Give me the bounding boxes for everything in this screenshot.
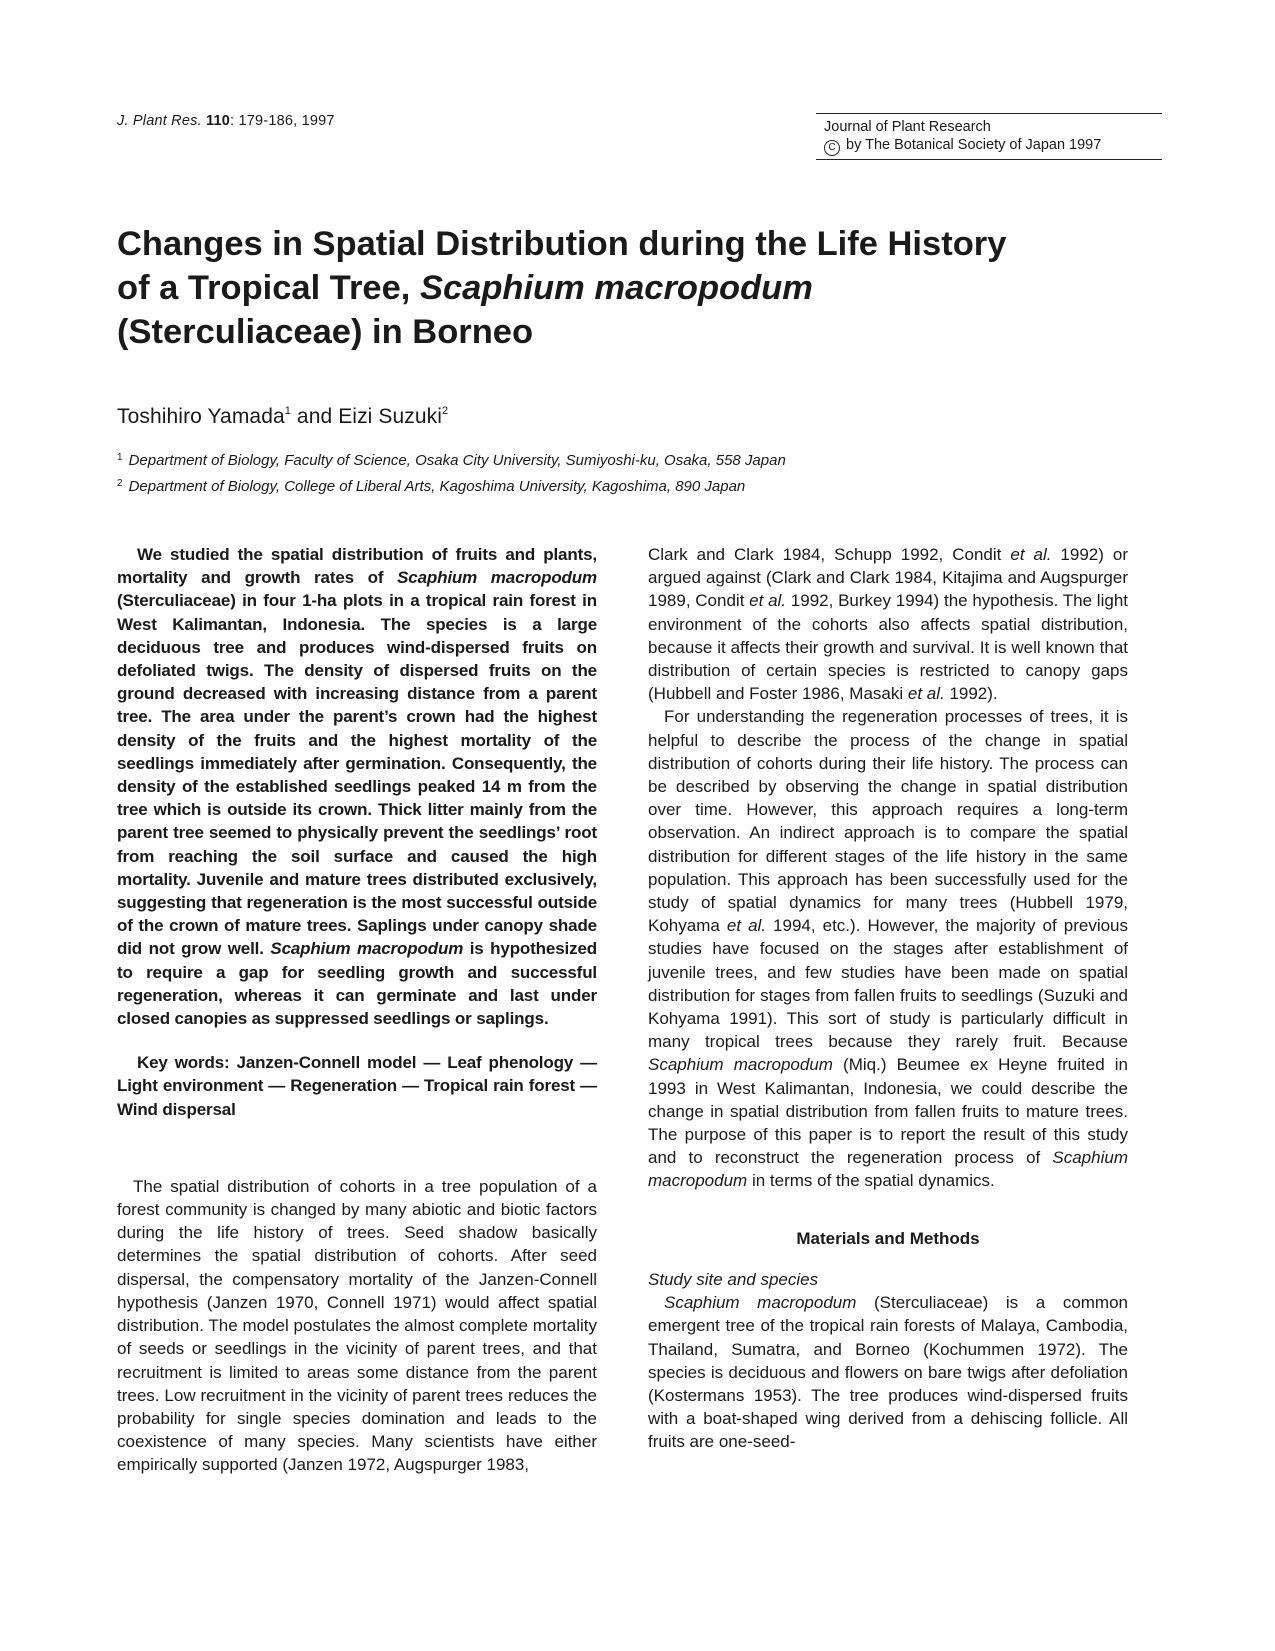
intro-p2-c: (Miq.) Beumee ex Heyne fruited in 1993 in West Kalimantan, Indonesia, we could describe the change in spatial distribution from fallen fruits to mature trees. The purpose of this paper is to report the result of this study and to reconstruct the regeneration process of: [648, 1055, 1129, 1168]
intro-p2-a: For understanding the regeneration processes of trees, it is helpful to describe the process of the change in spatial distribution of cohorts during their life history. The process can be described by observing the change in spatial distribution over time. However, this approach requires a long-term observation. An indirect approach is to compare the spatial distribution for different stages of the life history in the same population. This approach has been successfully used for the study of spatial dynamics for many trees (Hubbell 1979, Kohyama: [648, 707, 1128, 936]
affiliation-2-text: Department of Biology, College of Liberal Arts, Kagoshima University, Kagoshima, 890 Japan: [128, 478, 746, 495]
intro-p1-cont-b: 1992) or argued against (Clark and Clark 1984, Kitajima and Augspurger 1989, Condit: [648, 545, 1128, 611]
methods-paragraph-1: [648, 1291, 1128, 1453]
intro-p2-b: 1994, etc.). However, the majority of previous studies have focused on the stages after establishment of juvenile trees, and few studies have been made on spatial distribution for stages from fallen fruits to seedlings (Suzuki and Kohyama 1991). This sort of study is particularly difficult in many tropical trees because they rarely fruit. Because: [648, 916, 1129, 1052]
intro-p2-d: in terms of the spatial dynamics.: [747, 1171, 995, 1191]
title-line-3: (Sterculiaceae) in Borneo: [117, 313, 534, 351]
right-column: [648, 543, 1128, 1454]
abstract-text-3: is hypothesized to require a gap for seedling growth and successful regeneration, whereas it can germinate and last under closed canopies as suppressed seedlings or saplings.: [117, 939, 597, 1029]
abstract-species-2: Scaphium macropodum: [270, 939, 464, 959]
author-1-affiliation-mark: 1: [284, 405, 291, 417]
article-title: [117, 222, 1117, 354]
copyright-text: by The Botanical Society of Japan 1997: [846, 137, 1102, 153]
author-list: [117, 405, 448, 429]
intro-etal-3: et al.: [907, 684, 945, 704]
abstract-species-1: Scaphium macropodum: [397, 568, 597, 588]
author-2: Eizi Suzuki: [338, 405, 443, 428]
affiliation-1: [117, 446, 786, 472]
pages-year: : 179-186, 1997: [230, 113, 335, 129]
keywords: Key words: Janzen-Connell model — Leaf phenology — Light environment — Regeneration — Tropical rain forest — Wind dispersal: [117, 1053, 597, 1119]
affiliations: [117, 446, 786, 498]
journal-abbreviation: J. Plant Res.: [117, 113, 202, 129]
affiliation-2: [117, 472, 786, 498]
intro-etal-4: et al.: [726, 916, 767, 936]
affiliation-2-number: 2: [117, 478, 123, 489]
affiliation-1-number: 1: [117, 452, 123, 463]
intro-p1-text: The spatial distribution of cohorts in a tree population of a forest community is changed by many abiotic and biotic factors during the life history of trees. Seed shadow basically determines the spatial distribution of cohorts. After seed dispersal, the compensatory mortality of the Janzen-Connell hypothesis (Janzen 1970, Connell 1971) would affect spatial distribution. The model postulates the almost complete mortality of seeds or seedlings in the vicinity of parent trees, and that recruitment is limited to areas some distance from the parent trees. Low recruitment in the vicinity of parent trees reduces the probability for single species domination and leads to the coexistence of many species. Many scientists have either empirically supported (Janzen 1972, Augspurger 1983,: [117, 1176, 597, 1475]
intro-etal-2: et al.: [749, 591, 787, 611]
intro-paragraph-2: [648, 705, 1128, 1192]
intro-paragraph-1-continued: [648, 543, 1128, 705]
abstract-text-1: We studied the spatial distribution of fruits and plants, mortality and growth rates of: [117, 545, 597, 588]
journal-info-box: [816, 113, 1162, 160]
title-line-2-prefix: of a Tropical Tree,: [117, 269, 420, 307]
title-species: Scaphium macropodum: [419, 269, 813, 307]
volume-number: 110: [206, 113, 231, 129]
affiliation-1-text: Department of Biology, Faculty of Science, Osaka City University, Sumiyoshi-ku, Osaka, 558 Japan: [128, 452, 786, 469]
title-line-2: [117, 266, 1117, 310]
study-site-subheading: Study site and species: [648, 1269, 819, 1289]
intro-p1-cont-d: 1992).: [944, 684, 998, 704]
intro-etal-1: et al.: [1010, 545, 1052, 564]
author-conjunction: and: [290, 405, 339, 428]
abstract-text-2: (Sterculiaceae) in four 1-ha plots in a tropical rain forest in West Kalimantan, Indonesia. The species is a large deciduous tree and produces wind-dispersed fruits on defoliated twigs. The density of dispersed fruits on the ground decreased with increasing distance from a parent tree. The area under the parent’s crown had the highest density of the fruits and the highest mortality of the seedlings immediately after germination. Consequently, the density of the established seedlings peaked 14 m from the tree which is outside its crown. Thick litter mainly from the parent tree seemed to physically prevent the seedlings’ root from reaching the soil surface and caused the high mortality. Juvenile and mature trees distributed exclusively, suggesting that regeneration is the most successful outside of the crown of mature trees. Saplings under canopy shade did not grow well.: [117, 591, 597, 959]
intro-p1-cont-c: 1992, Burkey 1994) the hypothesis. The light environment of the cohorts also affects spatial distribution, because it affects their growth and survival. It is well known that distribution of certain species is restricted to canopy gaps (Hubbell and Foster 1986, Masaki: [648, 591, 1128, 704]
author-1: Toshihiro Yamada: [117, 405, 285, 428]
intro-species-4: Scaphium macropodum: [648, 1148, 1128, 1191]
abstract: [117, 543, 597, 1030]
intro-species-3: Scaphium macropodum: [648, 1055, 833, 1075]
copyright-icon: C: [824, 140, 840, 156]
methods-species: Scaphium macropodum: [664, 1293, 857, 1313]
methods-heading: Materials and Methods: [796, 1228, 980, 1248]
running-head: [117, 113, 335, 129]
left-column: [117, 543, 597, 1477]
author-2-affiliation-mark: 2: [442, 405, 449, 417]
intro-p1-cont-a: Clark and Clark 1984, Schupp 1992, Condit: [648, 545, 1011, 564]
journal-name: Journal of Plant Research: [824, 119, 991, 135]
methods-p1-text: (Sterculiaceae) is a common emergent tree of the tropical rain forests of Malaya, Cambodia, Thailand, Sumatra, and Borneo (Kochummen 1972). The species is deciduous and flowers on bare twigs after defoliation (Kostermans 1953). The tree produces wind-dispersed fruits with a boat-shaped wing derived from a dehiscing follicle. All fruits are one-seed-: [648, 1293, 1129, 1452]
intro-paragraph-1: [117, 1175, 597, 1477]
title-line-1: Changes in Spatial Distribution during the Life History: [117, 225, 1007, 263]
copyright-line: [824, 136, 1162, 156]
